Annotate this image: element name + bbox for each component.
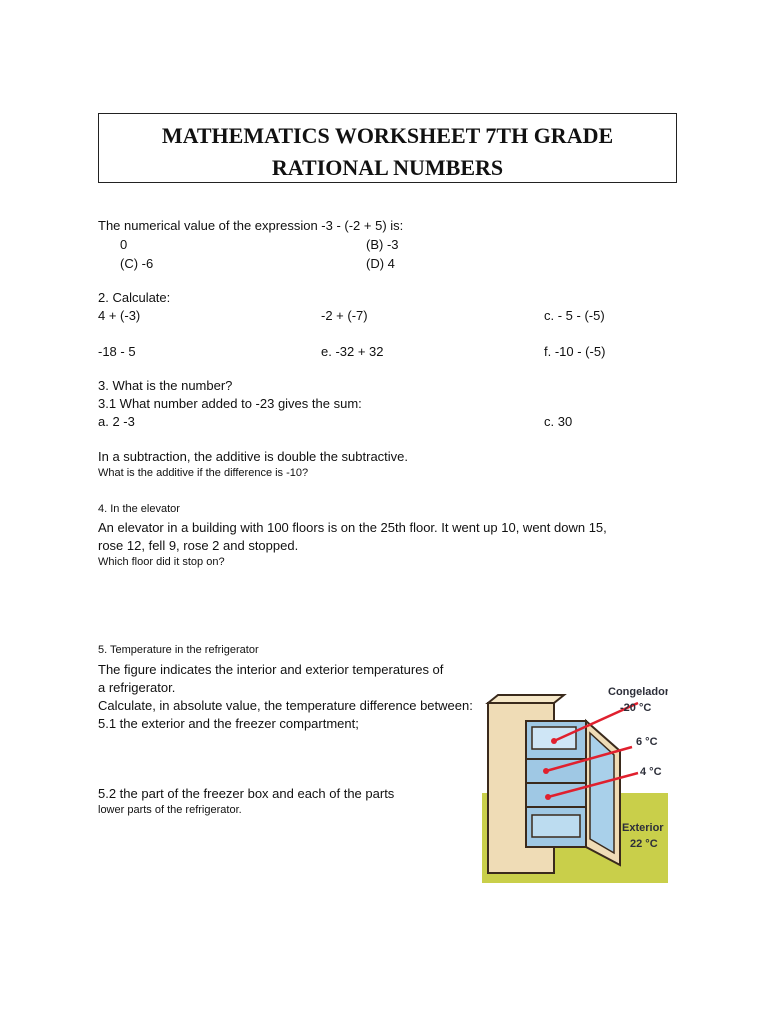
q2-item-a: 4 + (-3) <box>98 308 141 323</box>
refrigerator-figure <box>482 675 668 883</box>
q2-item-c: c. - 5 - (-5) <box>544 308 605 323</box>
q2-item-e: e. -32 + 32 <box>321 344 384 359</box>
q3-sub: 3.1 What number added to -23 gives the sum: <box>98 396 362 411</box>
label-freezer: Congelador <box>608 686 668 698</box>
q1-option-d: (D) 4 <box>366 256 395 271</box>
q5-line3: Calculate, in absolute value, the temperature difference between: <box>98 698 473 713</box>
label-6c: 6 °C <box>636 736 658 748</box>
q4-line2: rose 12, fell 9, rose 2 and stopped. <box>98 538 299 553</box>
label-exterior: Exterior <box>622 822 664 834</box>
label-4c: 4 °C <box>640 766 662 778</box>
worksheet-title-box <box>98 113 677 183</box>
label-exterior-temp: 22 °C <box>630 838 658 850</box>
arrow-freezer-dot <box>551 738 557 744</box>
q5-line4: 5.1 the exterior and the freezer compartment; <box>98 716 359 731</box>
refrigerator-illustration <box>482 675 668 883</box>
q5-line6: lower parts of the refrigerator. <box>98 804 242 816</box>
q1-prompt: The numerical value of the expression -3 - (-2 + 5) is: <box>98 218 404 233</box>
q5-line1: The figure indicates the interior and exterior temperatures of <box>98 662 444 677</box>
q3-heading: 3. What is the number? <box>98 378 233 393</box>
q5-line2: a refrigerator. <box>98 680 176 695</box>
q1-option-b: (B) -3 <box>366 237 399 252</box>
q3-line1: In a subtraction, the additive is double the subtractive. <box>98 449 409 464</box>
q2-item-f: f. -10 - (-5) <box>544 344 606 359</box>
q1-option-a: 0 <box>120 237 128 252</box>
q2-item-d: -18 - 5 <box>98 344 136 359</box>
arrow-4c-dot <box>545 794 551 800</box>
q3-option-c: c. 30 <box>544 414 573 429</box>
q5-heading: 5. Temperature in the refrigerator <box>98 644 259 656</box>
fridge-body <box>488 695 564 703</box>
label-freezer-temp: -20 °C <box>620 702 652 714</box>
q3-line2: What is the additive if the difference is -10? <box>98 467 309 479</box>
q2-heading: 2. Calculate: <box>98 290 171 305</box>
q3-option-a: a. 2 -3 <box>98 414 135 429</box>
worksheet-subtitle: RATIONAL NUMBERS <box>271 155 504 180</box>
crisper-drawer <box>532 815 580 837</box>
q4-line1: An elevator in a building with 100 floors is on the 25th floor. It went up 10, went down 15, <box>98 520 607 535</box>
q4-line3: Which floor did it stop on? <box>98 556 225 568</box>
q4-heading: 4. In the elevator <box>98 503 180 515</box>
arrow-6c-dot <box>543 768 549 774</box>
q2-item-b: -2 + (-7) <box>321 308 368 323</box>
door-inner <box>590 733 614 853</box>
q5-line5: 5.2 the part of the freezer box and each of the parts <box>98 786 395 801</box>
q1-option-c: (C) -6 <box>120 256 154 271</box>
worksheet-title: MATHEMATICS WORKSHEET 7TH GRADE <box>161 123 614 148</box>
